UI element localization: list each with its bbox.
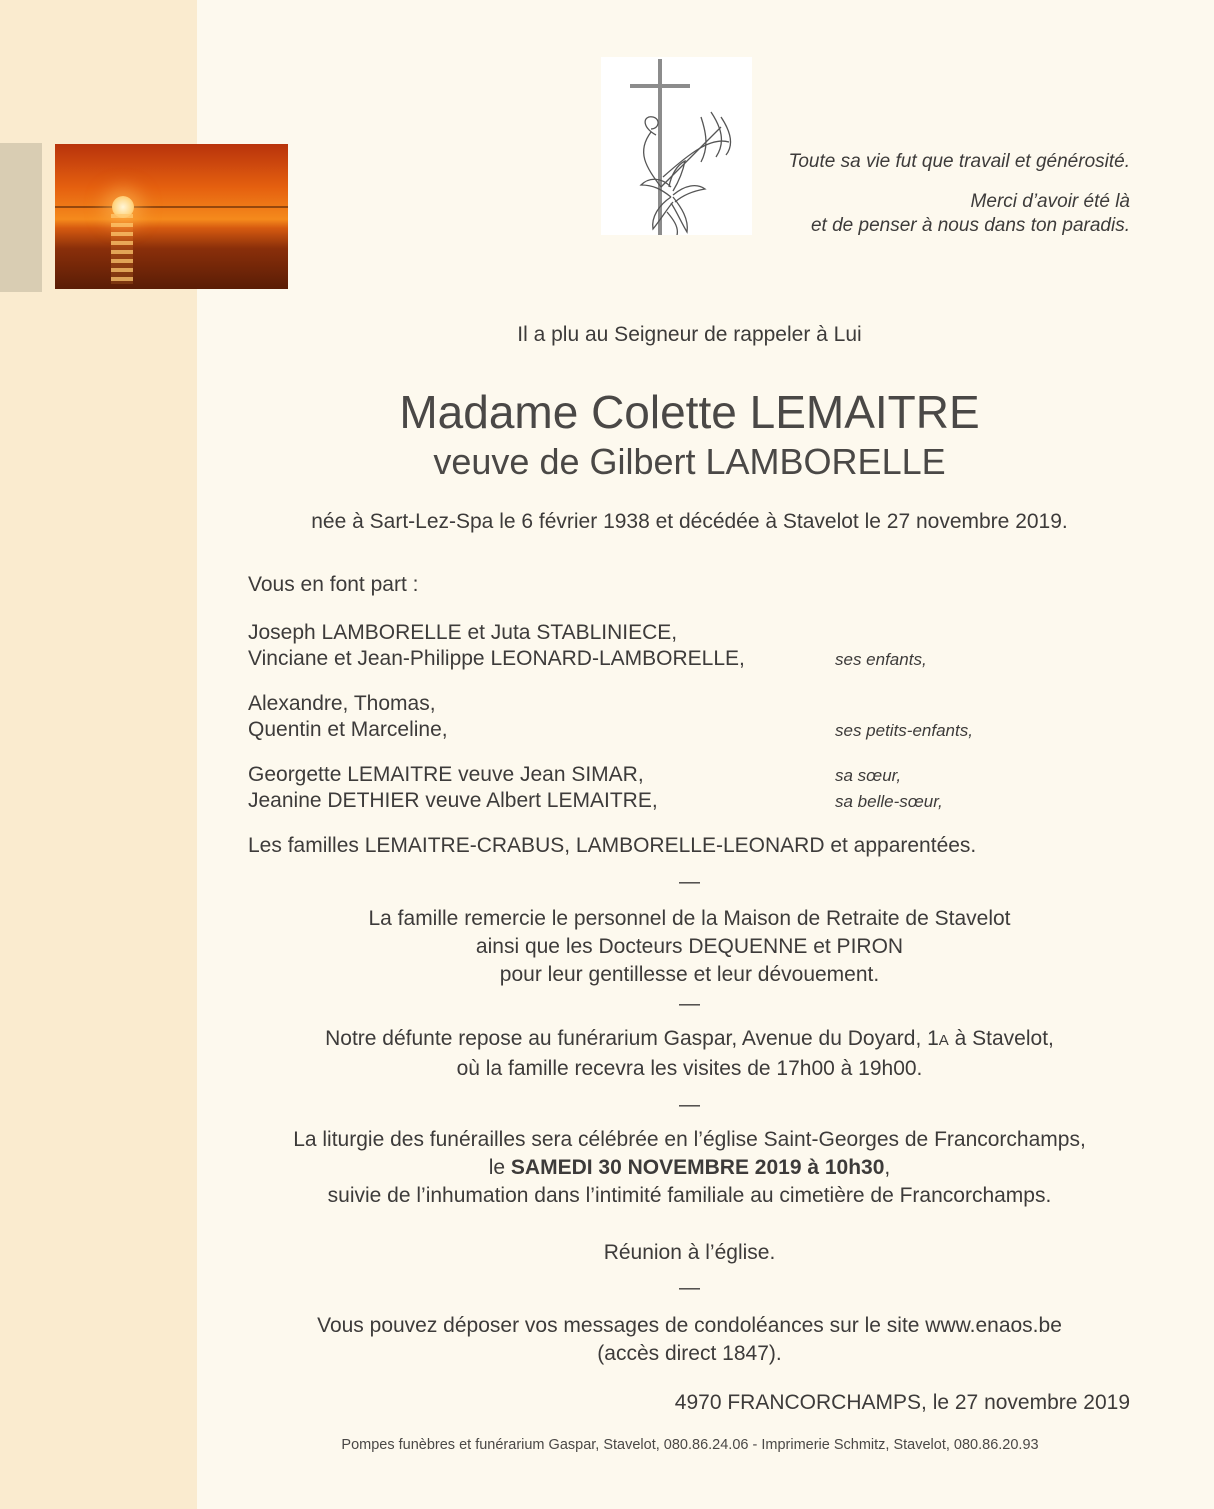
children-line-2: Vinciane et Jean-Philippe LEONARD-LAMBORELLE, — [248, 647, 745, 670]
repose-line-2: où la famille recevra les visites de 17h00 à 19h00. — [456, 1057, 923, 1080]
horizon-line — [55, 206, 288, 208]
sunset-photo — [55, 144, 288, 289]
place-date: 4970 FRANCORCHAMPS, le 27 novembre 2019 — [674, 1391, 1130, 1414]
liturgy-line-1: La liturgie des funérailles sera célébrée en l’église Saint-Georges de Francorchamps, — [293, 1128, 1086, 1151]
grandchildren-block — [248, 691, 448, 743]
grandchildren-relation: ses petits-enfants, — [835, 721, 973, 740]
repose-line-1 — [197, 1025, 1182, 1055]
grandchildren-line-1: Alexandre, Thomas, — [248, 692, 436, 715]
widow-of: veuve de Gilbert LAMBORELLE — [433, 441, 946, 482]
birth-death-line: née à Sart-Lez-Spa le 6 février 1938 et décédée à Stavelot le 27 novembre 2019. — [311, 510, 1068, 533]
liturgy-block — [197, 1126, 1182, 1210]
intro-text: Il a plu au Seigneur de rappeler à Lui — [517, 323, 862, 346]
thanks-line-1: La famille remercie le personnel de la Maison de Retraite de Stavelot — [368, 907, 1011, 930]
liturgy-suffix: , — [884, 1156, 891, 1179]
condolences-line-2: (accès direct 1847). — [597, 1342, 782, 1365]
announce-label: Vous en font part : — [248, 573, 419, 596]
grey-tab-decor — [0, 143, 42, 292]
sister-in-law-relation: sa belle-sœur, — [835, 792, 943, 811]
epitaph-line-1: Toute sa vie fut que travail et générosité. — [788, 151, 1130, 172]
repose-line-1-b: à Stavelot, — [948, 1027, 1054, 1050]
sister-in-law-line: Jeanine DETHIER veuve Albert LEMAITRE, — [248, 789, 658, 812]
children-block — [248, 620, 745, 672]
repose-line-1-sup: A — [938, 1032, 949, 1049]
liturgy-line-3: suivie de l’inhumation dans l’intimité familiale au cimetière de Francorchamps. — [327, 1184, 1052, 1207]
separator-4: — — [679, 1276, 700, 1299]
repose-block — [197, 1025, 1182, 1083]
cross-lily-card — [601, 57, 752, 235]
liturgy-date: SAMEDI 30 NOVEMBRE 2019 à 10h30 — [510, 1156, 885, 1179]
families-line: Les familles LEMAITRE-CRABUS, LAMBORELLE-LEONARD et apparentées. — [248, 834, 977, 857]
separator-1: — — [679, 870, 700, 893]
separator-3: — — [679, 1093, 700, 1116]
epitaph — [788, 150, 1130, 238]
meeting-line: Réunion à l’église. — [603, 1241, 776, 1264]
condolences-block — [197, 1312, 1182, 1368]
liturgy-prefix: le — [488, 1156, 511, 1179]
sister-line: Georgette LEMAITRE veuve Jean SIMAR, — [248, 763, 644, 786]
epitaph-line-2: Merci d’avoir été là et de penser à nous dans ton paradis. — [810, 191, 1130, 236]
deceased-name: Madame Colette LEMAITRE — [399, 386, 980, 438]
sister-relation: sa sœur, — [835, 766, 902, 785]
footer-credits: Pompes funèbres et funérarium Gaspar, Stavelot, 080.86.24.06 - Imprimerie Schmitz, Stavelot, 080.86.20.93 — [341, 1437, 1039, 1453]
liturgy-line-2 — [197, 1154, 1182, 1182]
grandchildren-line-2: Quentin et Marceline, — [248, 718, 448, 741]
children-line-1: Joseph LAMBORELLE et Juta STABLINIECE, — [248, 621, 678, 644]
cross-lily-icon — [601, 57, 752, 235]
thanks-line-3: pour leur gentillesse et leur dévouement. — [499, 963, 880, 986]
thanks-line-2: ainsi que les Docteurs DEQUENNE et PIRON — [475, 935, 904, 958]
sun-reflection — [111, 214, 133, 284]
repose-line-1-a: Notre défunte repose au funérarium Gaspar, Avenue du Doyard, 1 — [325, 1027, 939, 1050]
condolences-line-1: Vous pouvez déposer vos messages de condoléances sur le site www.enaos.be — [317, 1314, 1062, 1337]
thanks-block — [197, 905, 1182, 989]
children-relation: ses enfants, — [835, 650, 927, 669]
separator-2: — — [679, 992, 700, 1015]
